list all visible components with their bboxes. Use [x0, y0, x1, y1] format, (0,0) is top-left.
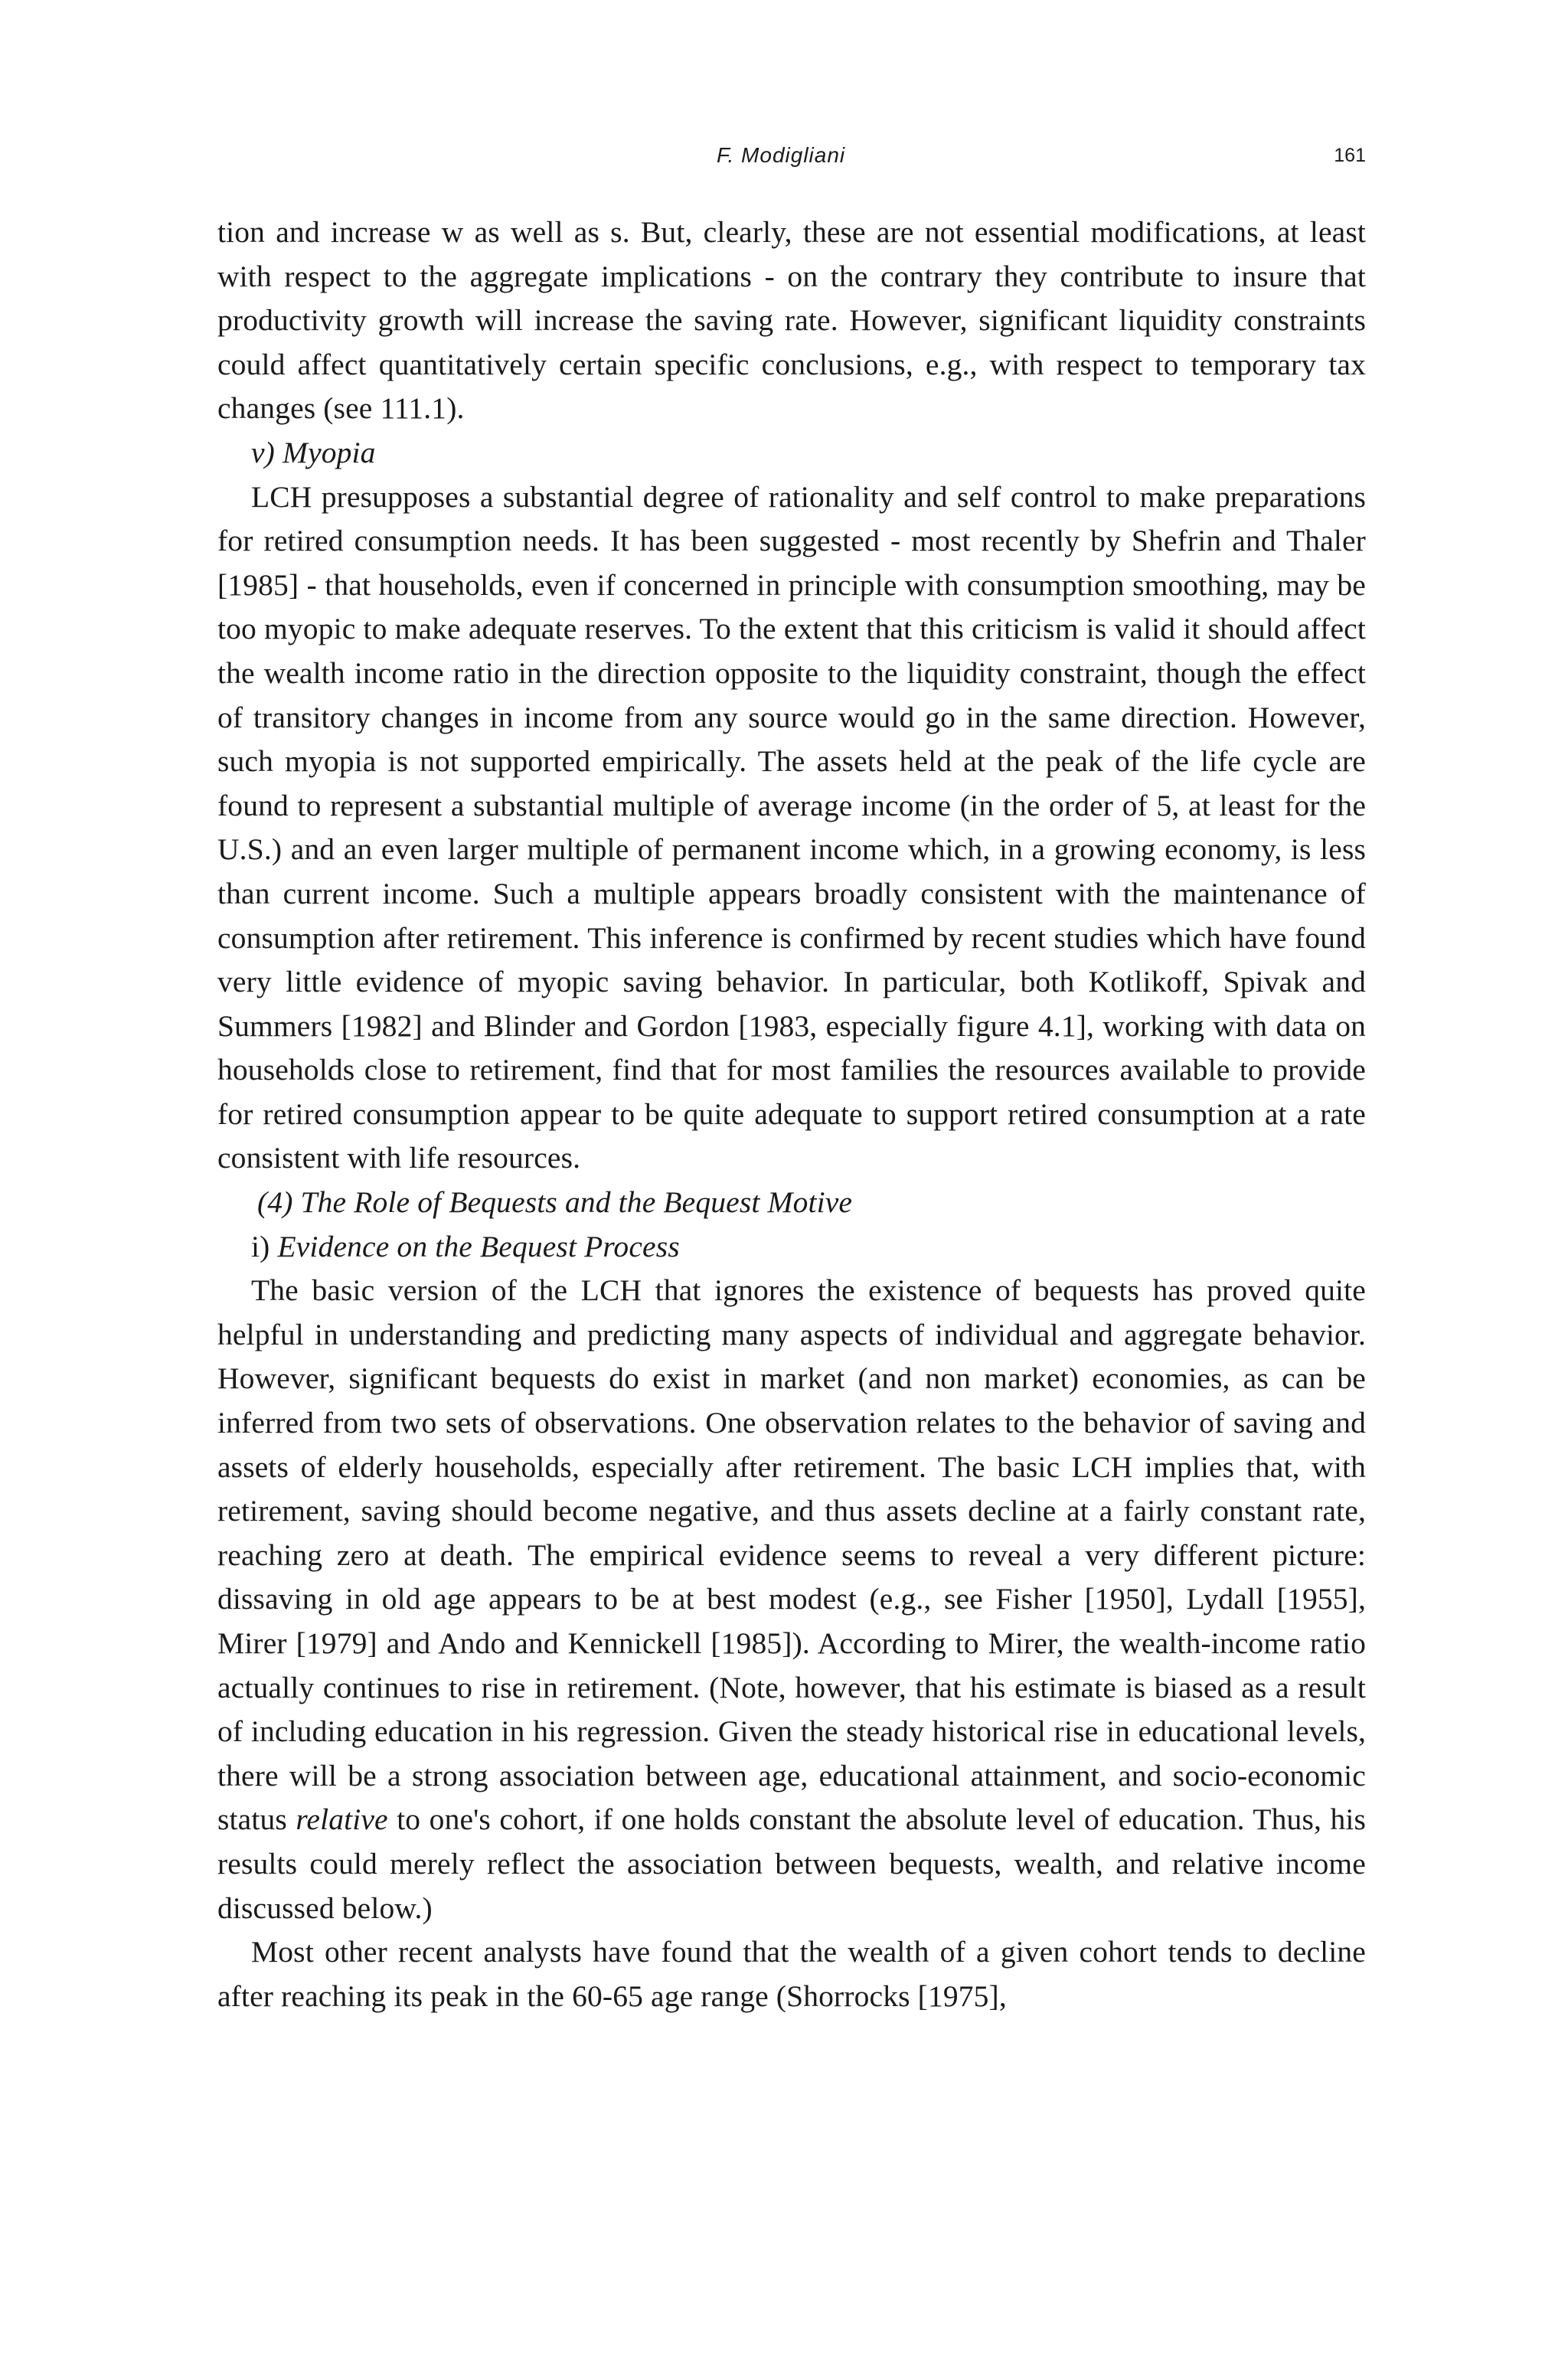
page-number: 161 — [1334, 145, 1366, 166]
emphasis-relative: relative — [296, 1802, 388, 1837]
paragraph-myopia: LCH presupposes a substantial degree of rationality and self control to make preparations for retired consumption needs. It has been suggested - most recently by Shefrin and Thaler [1985] - that households, even if concerned in principle with consumption smoothing, may be too myopic to make adequate reserves. To the extent that this criticism is valid it should affect the wealth income ratio in the direction opposite to the liquidity constraint, though the effect of transitory changes in income from any source would go in the same direction. However, such myopia is not supported empirically. The assets held at the peak of the life cycle are found to represent a substantial multiple of average income (in the order of 5, at least for the U.S.) and an even larger multiple of permanent income which, in a growing economy, is less than current income. Such a multiple appears broadly consistent with the maintenance of consumption after retirement. This inference is confirmed by recent studies which have found very little evidence of myopic saving behavior. In particular, both Kotlikoff, Spivak and Summers [1982] and Blinder and Gordon [1983, especially figure 4.1], working with data on households close to retirement, find that for most families the resources available to provide for retired consumption appear to be quite adequate to support retired consumption at a rate consistent with life resources. — [217, 479, 1366, 1175]
section-heading-bequests: (4) The Role of Bequests and the Bequest Motive — [257, 1185, 853, 1220]
paragraph-bequest-evidence-part1: The basic version of the LCH that ignores the existence of bequests has proved quite helpful in understanding and predicting many aspects of individual and aggregate behavior. However, significant bequests do exist in market (and non market) economies, as can be inferred from two sets of observations. One observation relates to the behavior of saving and assets of elderly households, especially after retirement. The basic LCH implies that, with retirement, saving should become negative, and thus assets decline at a fairly constant rate, reaching zero at death. The empirical evidence seems to reveal a very different picture: dissaving in old age appears to be at best modest (e.g., see Fisher [1950], Lydall [1955], Mirer [1979] and Ando and Kennickell [1985]). According to Mirer, the wealth-income ratio actually continues to rise in retirement. (Note, however, that his estimate is biased as a result of including education in his regression. Given the steady historical rise in educational levels, there will be a strong association between age, educational attainment, and socio-economic status — [217, 1273, 1366, 1837]
paragraph-bequest-evidence — [217, 1269, 1366, 1930]
subsection-heading-number: i) — [251, 1229, 270, 1263]
subsection-heading-evidence — [217, 1225, 1366, 1270]
running-head-author: F. Modigliani — [717, 143, 846, 167]
paragraph-continuation: tion and increase w as well as s. But, clearly, these are not essential modifications, at least with respect to the aggregate implications - on the contrary they contribute to insure that productivity growth will increase the saving rate. However, significant liquidity constraints could affect quantitatively certain specific conclusions, e.g., with respect to temporary tax changes (see 111.1). — [217, 215, 1366, 426]
subsection-heading-title: Evidence on the Bequest Process — [277, 1229, 680, 1263]
running-header — [217, 136, 1366, 175]
paragraph-bequest-evidence-part2: to one's cohort, if one holds constant the absolute level of education. Thus, his results could merely reflect the association between bequests, wealth, and relative income discussed below.) — [217, 1802, 1367, 1925]
paragraph-wealth-decline: Most other recent analysts have found that the wealth of a given cohort tends to decline after reaching its peak in the 60-65 age range (Shorrocks [1975], — [217, 1935, 1366, 2013]
body-text — [217, 211, 1366, 2018]
section-heading-myopia: v) Myopia — [251, 435, 376, 469]
